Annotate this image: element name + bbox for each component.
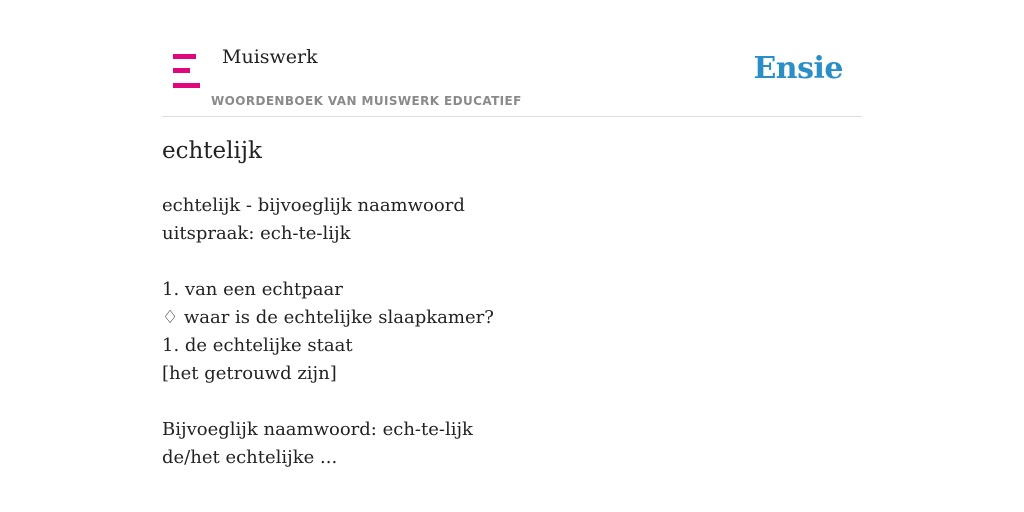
muiswerk-logo-icon[interactable] bbox=[173, 54, 200, 88]
ensie-logo-link[interactable]: Ensie bbox=[753, 51, 843, 86]
entry-line: echtelijk - bijvoeglijk naamwoord bbox=[162, 195, 465, 216]
dictionary-subtitle: WOORDENBOEK VAN MUISWERK EDUCATIEF bbox=[211, 94, 522, 108]
site-header bbox=[162, 36, 862, 117]
entry-line: uitspraak: ech-te-lijk bbox=[162, 223, 351, 244]
entry-line: Bijvoeglijk naamwoord: ech-te-lijk bbox=[162, 419, 473, 440]
entry-line: [het getrouwd zijn] bbox=[162, 363, 337, 384]
brand-link[interactable]: Muiswerk bbox=[222, 46, 318, 68]
entry-title: echtelijk bbox=[162, 138, 262, 164]
logo-bar-middle bbox=[173, 68, 190, 73]
entry-body bbox=[162, 192, 862, 472]
entry-line bbox=[162, 248, 862, 276]
entry-line: de/het echtelijke ... bbox=[162, 447, 338, 468]
entry-line: 1. van een echtpaar bbox=[162, 279, 343, 300]
entry-line bbox=[162, 388, 862, 416]
entry-line: 1. de echtelijke staat bbox=[162, 335, 353, 356]
entry-line: ♢ waar is de echtelijke slaapkamer? bbox=[162, 307, 494, 328]
logo-bar-top bbox=[173, 54, 196, 59]
logo-bar-bottom bbox=[173, 83, 200, 88]
